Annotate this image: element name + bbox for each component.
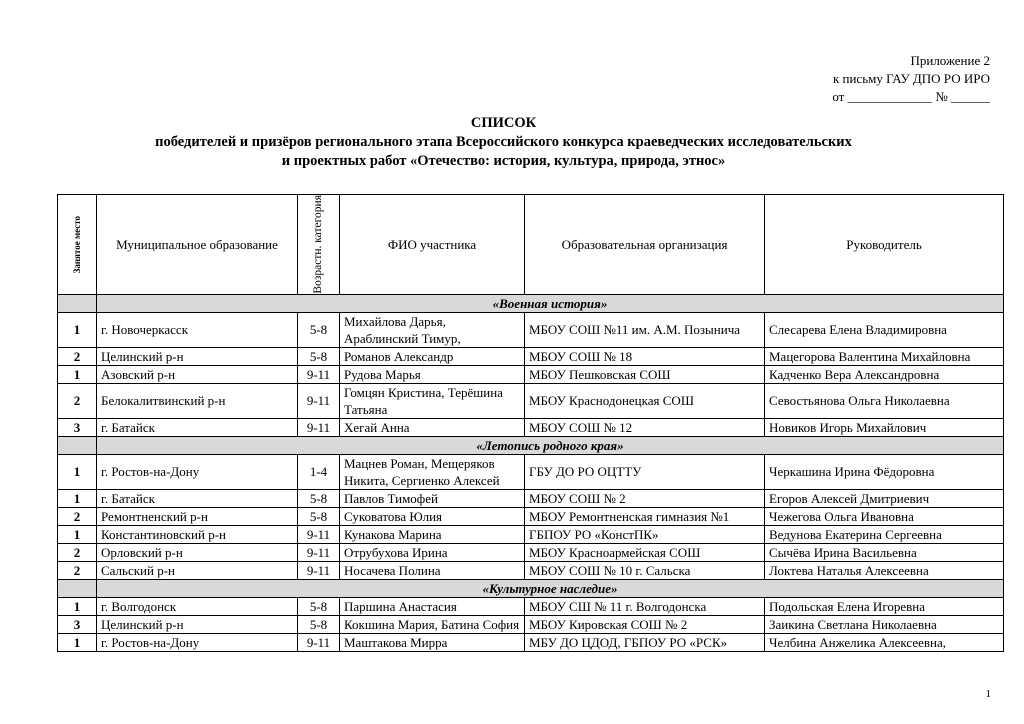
cell-organization: МБОУ СОШ № 18	[525, 347, 765, 365]
cell-organization: МБОУ Краснодонецкая СОШ	[525, 383, 765, 418]
cell-participant: Носачева Полина	[340, 561, 525, 579]
cell-participant: Кокшина Мария, Батина София	[340, 615, 525, 633]
section-title: «Летопись родного края»	[97, 436, 1004, 454]
cell-age: 9-11	[298, 383, 340, 418]
table-body	[58, 294, 1004, 651]
table-row	[58, 615, 1004, 633]
cell-supervisor: Мацегорова Валентина Михайловна	[765, 347, 1004, 365]
cell-age: 5-8	[298, 347, 340, 365]
cell-supervisor: Заикина Светлана Николаевна	[765, 615, 1004, 633]
cell-participant: Маштакова Мирра	[340, 633, 525, 651]
cell-organization: ГБПОУ РО «КонстПК»	[525, 525, 765, 543]
cell-supervisor: Черкашина Ирина Фёдоровна	[765, 454, 1004, 489]
header-organization: Образовательная организация	[525, 195, 765, 295]
cell-municipality: Целинский р-н	[97, 347, 298, 365]
appendix-title: Приложение 2	[910, 53, 990, 68]
cell-municipality: г. Волгодонск	[97, 597, 298, 615]
cell-municipality: Целинский р-н	[97, 615, 298, 633]
cell-supervisor: Чежегова Ольга Ивановна	[765, 507, 1004, 525]
cell-supervisor: Егоров Алексей Дмитриевич	[765, 489, 1004, 507]
page-number: 1	[985, 688, 991, 700]
cell-municipality: Орловский р-н	[97, 543, 298, 561]
cell-place: 3	[58, 418, 97, 436]
cell-municipality: г. Батайск	[97, 418, 298, 436]
cell-age: 5-8	[298, 507, 340, 525]
cell-participant: Паршина Анастасия	[340, 597, 525, 615]
cell-municipality: г. Ростов-на-Дону	[97, 454, 298, 489]
winners-table	[57, 194, 1004, 652]
cell-supervisor: Сычёва Ирина Васильевна	[765, 543, 1004, 561]
table-row	[58, 633, 1004, 651]
appendix-block	[832, 52, 990, 106]
header-participant: ФИО участника	[340, 195, 525, 295]
table-row	[58, 525, 1004, 543]
section-empty-cell	[58, 436, 97, 454]
cell-age: 5-8	[298, 597, 340, 615]
cell-municipality: Белокалитвинский р-н	[97, 383, 298, 418]
section-empty-cell	[58, 579, 97, 597]
appendix-date-number: от _____________ № ______	[832, 89, 990, 104]
cell-supervisor: Челбина Анжелика Алексеевна,	[765, 633, 1004, 651]
cell-supervisor: Локтева Наталья Алексеевна	[765, 561, 1004, 579]
cell-organization: МБОУ СОШ № 2	[525, 489, 765, 507]
cell-place: 2	[58, 347, 97, 365]
cell-place: 2	[58, 543, 97, 561]
table-row	[58, 561, 1004, 579]
cell-age: 9-11	[298, 561, 340, 579]
cell-age: 9-11	[298, 543, 340, 561]
section-title: «Культурное наследие»	[97, 579, 1004, 597]
section-header-row	[58, 579, 1004, 597]
cell-organization: МБОУ СОШ № 12	[525, 418, 765, 436]
cell-participant: Хегай Анна	[340, 418, 525, 436]
cell-organization: МБОУ Красноармейская СОШ	[525, 543, 765, 561]
cell-participant: Гомцян Кристина, Терёшина Татьяна	[340, 383, 525, 418]
cell-place: 1	[58, 312, 97, 347]
cell-participant: Кунакова Марина	[340, 525, 525, 543]
cell-organization: МБОУ СОШ № 10 г. Сальска	[525, 561, 765, 579]
cell-municipality: г. Новочеркасск	[97, 312, 298, 347]
cell-place: 1	[58, 454, 97, 489]
cell-supervisor: Ведунова Екатерина Сергеевна	[765, 525, 1004, 543]
header-supervisor: Руководитель	[765, 195, 1004, 295]
cell-place: 1	[58, 597, 97, 615]
cell-age: 9-11	[298, 525, 340, 543]
cell-age: 5-8	[298, 312, 340, 347]
cell-organization: ГБУ ДО РО ОЦТТУ	[525, 454, 765, 489]
cell-participant: Отрубухова Ирина	[340, 543, 525, 561]
cell-participant: Рудова Марья	[340, 365, 525, 383]
table-row	[58, 543, 1004, 561]
cell-place: 2	[58, 383, 97, 418]
cell-participant: Суковатова Юлия	[340, 507, 525, 525]
cell-place: 2	[58, 507, 97, 525]
cell-place: 2	[58, 561, 97, 579]
cell-organization: МБОУ Ремонтненская гимназия №1	[525, 507, 765, 525]
cell-municipality: Сальский р-н	[97, 561, 298, 579]
header-municipality: Муниципальное образование	[97, 195, 298, 295]
cell-municipality: г. Ростов-на-Дону	[97, 633, 298, 651]
cell-age: 9-11	[298, 633, 340, 651]
cell-place: 3	[58, 615, 97, 633]
table-row	[58, 347, 1004, 365]
cell-participant: Мацнев Роман, Мещеряков Никита, Сергиенко Алексей	[340, 454, 525, 489]
cell-place: 1	[58, 489, 97, 507]
cell-supervisor: Слесарева Елена Владимировна	[765, 312, 1004, 347]
title-subtitle-line2: и проектных работ «Отечество: история, культура, природа, этнос»	[281, 153, 726, 169]
cell-age: 5-8	[298, 615, 340, 633]
title-main: СПИСОК	[470, 115, 537, 131]
cell-organization: МБОУ СОШ №11 им. А.М. Позынича	[525, 312, 765, 347]
table-row	[58, 597, 1004, 615]
cell-supervisor: Новиков Игорь Михайлович	[765, 418, 1004, 436]
cell-organization: МБОУ СШ № 11 г. Волгодонска	[525, 597, 765, 615]
title-subtitle-line1: победителей и призёров регионального этапа Всероссийского конкурса краеведческих исследовательских	[155, 134, 852, 150]
cell-supervisor: Подольская Елена Игоревна	[765, 597, 1004, 615]
cell-municipality: г. Батайск	[97, 489, 298, 507]
table-row	[58, 489, 1004, 507]
document-title	[0, 114, 1007, 171]
cell-organization: МБОУ Пешковская СОШ	[525, 365, 765, 383]
cell-organization: МБУ ДО ЦДОД, ГБПОУ РО «РСК»	[525, 633, 765, 651]
cell-supervisor: Кадченко Вера Александровна	[765, 365, 1004, 383]
table-row	[58, 418, 1004, 436]
cell-participant: Михайлова Дарья, Араблинский Тимур,	[340, 312, 525, 347]
cell-age: 9-11	[298, 418, 340, 436]
cell-municipality: Азовский р-н	[97, 365, 298, 383]
cell-place: 1	[58, 525, 97, 543]
cell-organization: МБОУ Кировская СОШ № 2	[525, 615, 765, 633]
section-title: «Военная история»	[97, 294, 1004, 312]
section-header-row	[58, 436, 1004, 454]
table-header-row	[58, 195, 1004, 295]
cell-supervisor: Севостьянова Ольга Николаевна	[765, 383, 1004, 418]
table-row	[58, 383, 1004, 418]
section-header-row	[58, 294, 1004, 312]
cell-age: 9-11	[298, 365, 340, 383]
cell-place: 1	[58, 633, 97, 651]
table-row	[58, 312, 1004, 347]
appendix-letter-ref: к письму ГАУ ДПО РО ИРО	[832, 71, 990, 86]
cell-age: 5-8	[298, 489, 340, 507]
table-row	[58, 454, 1004, 489]
table-row	[58, 365, 1004, 383]
cell-municipality: Константиновский р-н	[97, 525, 298, 543]
table-row	[58, 507, 1004, 525]
cell-participant: Павлов Тимофей	[340, 489, 525, 507]
cell-age: 1-4	[298, 454, 340, 489]
header-age: Возрастн. категория	[298, 195, 340, 295]
section-empty-cell	[58, 294, 97, 312]
cell-place: 1	[58, 365, 97, 383]
cell-municipality: Ремонтненский р-н	[97, 507, 298, 525]
header-place: Занятое место	[58, 195, 97, 295]
cell-participant: Романов Александр	[340, 347, 525, 365]
